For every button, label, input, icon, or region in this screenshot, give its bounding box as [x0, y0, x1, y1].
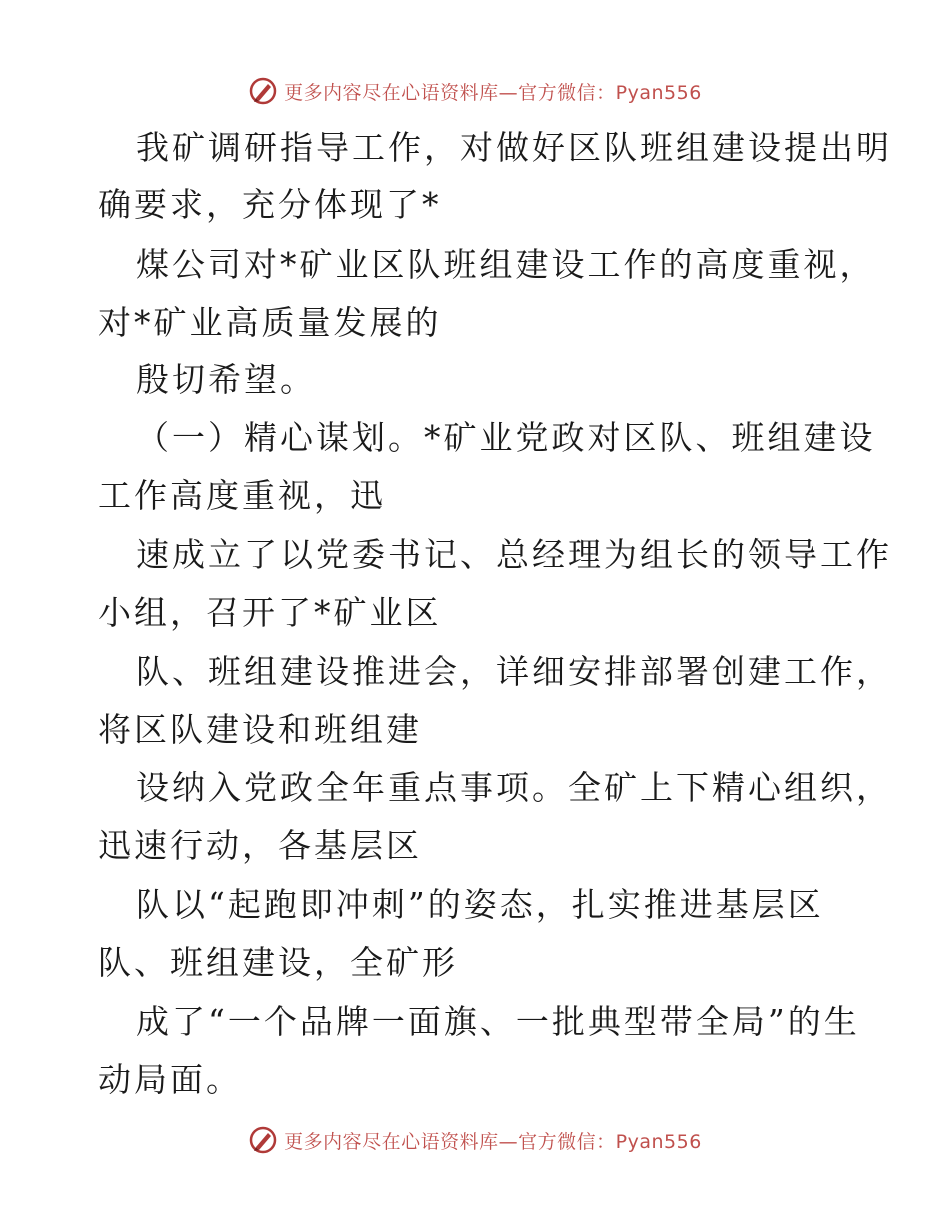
text-line: 设纳入党政全年重点事项。全矿上下精心组织， [136, 768, 892, 807]
text-line: 动局面。 [98, 1060, 242, 1099]
text-line: 殷切希望。 [136, 360, 316, 399]
text-line: 确要求，充分体现了* [98, 185, 442, 224]
watermark-text: 更多内容尽在心语资料库—官方微信：Pyan556 [284, 81, 702, 104]
text-line: 煤公司对*矿业区队班组建设工作的高度重视， [136, 245, 876, 284]
text-line: 小组，召开了*矿业区 [98, 593, 442, 632]
text-line: 迅速行动，各基层区 [98, 826, 422, 865]
text-line: 对*矿业高质量发展的 [98, 303, 442, 342]
pen-logo-icon [248, 76, 278, 106]
text-line: 工作高度重视，迅 [98, 476, 386, 515]
pen-logo-icon [248, 1125, 278, 1155]
text-line: 队、班组建设，全矿形 [98, 943, 458, 982]
text-line: 队、班组建设推进会，详细安排部署创建工作， [136, 652, 892, 691]
text-line: 队以“起跑即冲刺”的姿态，扎实推进基层区 [136, 885, 824, 924]
text-line: （一）精心谋划。*矿业党政对区队、班组建设 [136, 418, 876, 457]
text-line: 我矿调研指导工作，对做好区队班组建设提出明 [136, 128, 892, 167]
text-line: 将区队建设和班组建 [98, 710, 422, 749]
footer-watermark-banner [0, 1123, 950, 1157]
text-line: 成了“一个品牌一面旗、一批典型带全局”的生 [136, 1002, 860, 1041]
watermark-text: 更多内容尽在心语资料库—官方微信：Pyan556 [284, 1130, 702, 1153]
header-watermark-banner [0, 74, 950, 108]
text-line: 速成立了以党委书记、总经理为组长的领导工作 [136, 535, 892, 574]
